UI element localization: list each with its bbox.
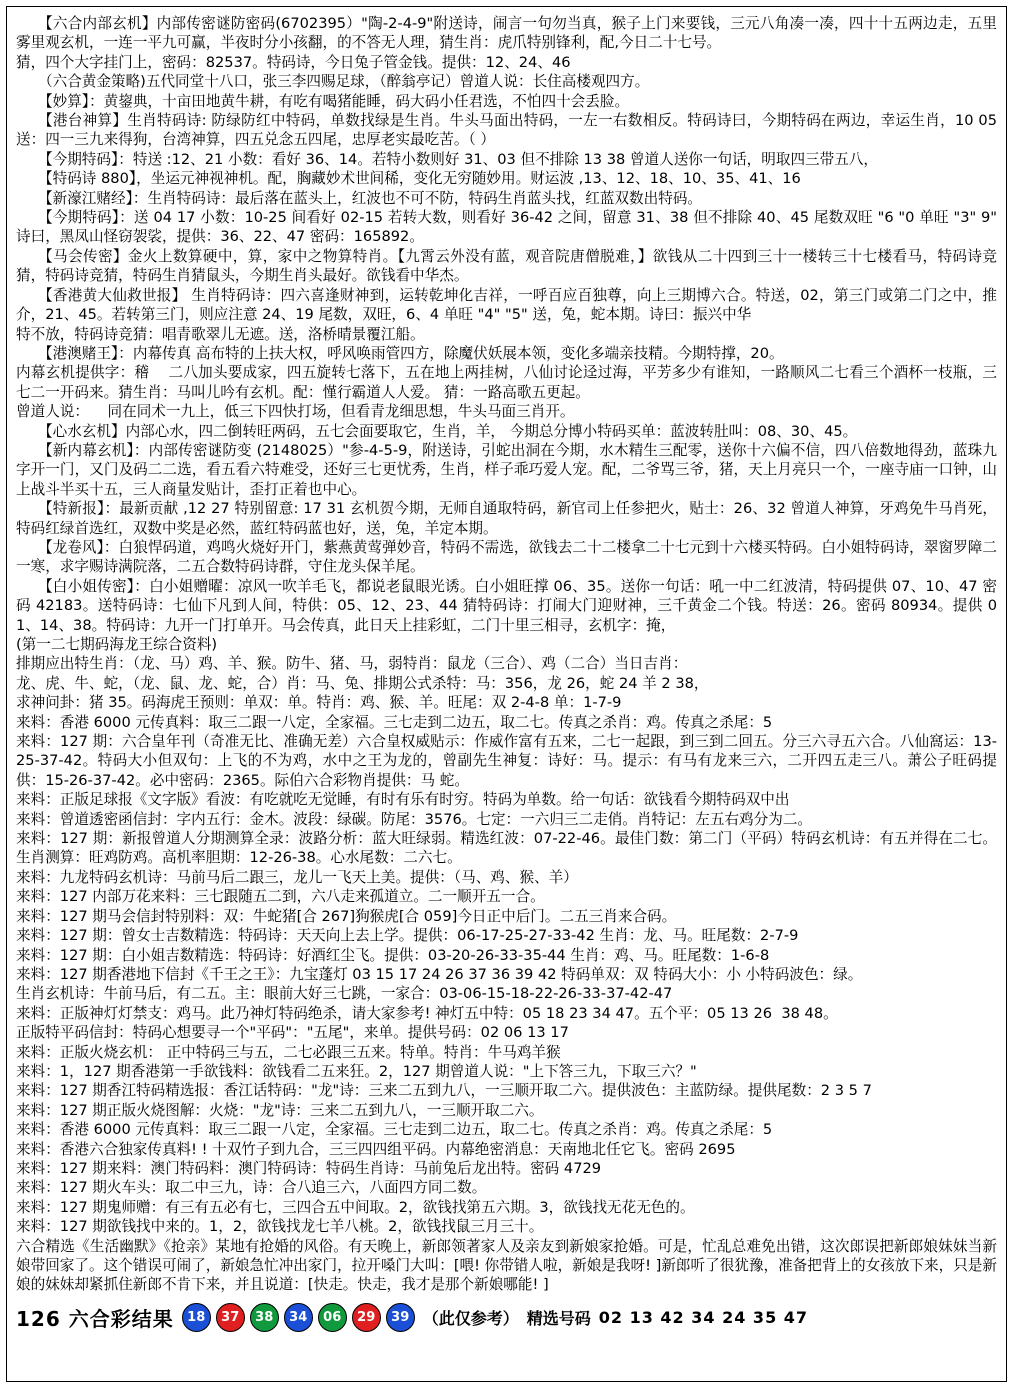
text-line: 来料：127 期欲钱找中来的。1，2，欲钱找龙七羊八桃。2，欲钱找鼠三月三十。 xyxy=(16,1218,544,1236)
text-line: (第一二七期码海龙王综合资料) xyxy=(16,636,218,653)
text-line: 【特码诗 880】，坐运元神视神机。配，胸藏妙术世间稀，变化无穷随妙用。财运波 ,13、12、18、10、35、41、16 xyxy=(38,170,801,188)
lottery-ball: 37 xyxy=(216,1303,245,1332)
selected-code-values: 02 13 42 34 24 35 47 xyxy=(598,1307,809,1327)
text-line: 【妙算】：黄鋆典，十亩田地黄牛耕，有吃有喝猪能睡，码大码小任君选，不怕四十会丢脸。 xyxy=(38,92,630,110)
text-line: 来料：曾道透密函信封：字内五行：金木。波段：绿碳。防尾：3576。七定：一六归三二走俏。肖特记：左五右鸡分为二。 xyxy=(16,810,813,828)
text-line: 来料：127 期正版火烧图解：火烧："龙"诗：三来二五到九八，一三顺开取二六。 xyxy=(16,1101,544,1119)
text-line: 生肖玄机诗：牛前马后，有二五。主：眼前大好三七跳，一家合：03-06-15-18-22-26-33-37-42-47 xyxy=(16,985,673,1003)
text-line: 曾道人说： 同在同术一九上，低三下四快打场，但看青龙细思想，牛头马面三肖开。 xyxy=(16,403,575,421)
text-line: 来料：香港 6000 元传真料：取三二跟一八定，全家福。三七走到二边五，取二七。传真之杀肖：鸡。传真之杀尾：5 xyxy=(16,1121,773,1139)
text-line: 猜，四个大字挂门上，密码：82537。特码诗，今日兔子管金钱。提供：12、24、46 xyxy=(16,53,571,71)
text-line: 【新濠江赌经】：生肖特码诗：最后落在蓝头上，红波也不可不防，特码生肖蓝头找，红蓝双数出特码。 xyxy=(38,189,703,207)
text-line: 来料：127 期：新报曾道人分期测算全录：波路分析：蓝大旺绿弱。精选红波：07-22-46。最佳门数：第二门（平码）特码玄机诗：有五并得在二七。生肖测算：旺鸡防鸡。高机率胆期：12-26-38。心水尾数：二六七。 xyxy=(16,830,997,867)
text-line: 内幕玄机提供字：稽 二八加头要成家，四五旋转七落下，五在地上两挂树，八仙讨论迳过海，平芳多少有谁知，一路顺风二七看三个酒杯一枝瓶，三七二一开码来。猜生肖：马叫儿吟有玄机。配：慬行霸道人人爱。 猜：一路高歌五更起。 xyxy=(16,364,997,401)
results-footer xyxy=(16,1303,997,1332)
lottery-ball: 18 xyxy=(182,1303,211,1332)
text-line: 龙、虎、牛、蛇，（龙、鼠、龙、蛇，合）肖：马、兔、排期公式杀特：马：356，龙 26，蛇 24 羊 2 38， xyxy=(16,674,709,692)
text-line: 来料：127 期火车头：取二中三九，诗：合八追三六，八面四方同二数。 xyxy=(16,1179,487,1197)
text-line: 【马会传密】金火上数算硬中，算，家中之物算特肖。【九霄云外没有蓝，观音院唐僧脱难，】欲钱从二十四到三十一楼转三十七楼看马，特码诗竞猜，特码诗竞猜，特码生肖猜鼠头，今期生肖头最好。欲钱看中华杰。 xyxy=(16,247,997,285)
text-line: 【香港黄大仙救世报】 生肖特码诗：四六喜逢财神到，运转乾坤化吉祥，一呼百应百独尊，向上三期博六合。特送，02，第三门或第二门之中，推介，21、45。若转第三门，则应注意 24、19 尾数，双旺，6、4 单旺 "4" "5" 送，兔，蛇本期。诗曰：振兴中华 xyxy=(16,286,997,324)
text-line: 来料：127 期：白小姐吉数精选：特码诗：好酒红尘飞。提供：03-20-26-33-35-44 生肖：鸡、马。旺尾数：1-6-8 xyxy=(16,946,770,964)
text-line: 【港台神算】生肖特码诗: 防绿防红中特码，单数找绿是生肖。牛头马面出特码，一左一右数相反。特码诗曰，今期特码在两边，幸运生肖，10 05 送：四一三九来得狗，台湾神算，四五兑念五四尾，忠厚老实最吃苦。（ ） xyxy=(16,112,1002,149)
text-line: 正版特平码信封：特码心想要寻一个"平码"："五尾"，来单。提供号码：02 06 13 17 xyxy=(16,1024,569,1042)
results-title: 126 六合彩结果 xyxy=(16,1306,174,1331)
text-line: 来料：正版足球报《文字版》看波：有吃就吃无觉睡，有时有乐有时穷。特码为单数。给一句话：欲钱看今期特码双中出 xyxy=(16,791,790,809)
lottery-ball: 38 xyxy=(250,1303,279,1332)
lottery-ball: 06 xyxy=(318,1303,347,1332)
document-body xyxy=(16,14,1002,1332)
text-line: 来料：九龙特码玄机诗：马前马后二跟三，龙儿一飞天上美。提供：（马、鸡、猴、羊） xyxy=(16,868,578,886)
text-line: 特不放，特码诗竞猜：唱青歌翠儿无遮。送，洛桥晴景覆江船。 xyxy=(16,325,425,343)
text-line: 来料：127 期鬼师赠：有三有五必有七，三四合五中间取。2，欲钱找第五六期。3，欲钱找无花无色的。 xyxy=(16,1198,695,1216)
text-line: 【白小姐传密】：白小姐赠曜：凉风一吹羊毛飞，都说老鼠眼光诱。白小姐旺撑 06、35。送你一句话：吼一中二红波清，特码提供 07、10、47 密码 42183。送特码诗：七仙下凡到人间，特供：05、12、23、44 猜特码诗：打闹大门迎财神，三千黄金二个钱。特送：26。密码 80934。提供 01、14、38。特码诗：九开一门打单开。马会传真，此日天上挂彩虹，二门十里三相寻，玄机字：掩， xyxy=(16,577,997,634)
text-line: 来料：香港六合独家传真料! ! 十双竹子到九合，三三四四组平码。内幕绝密消息：天南地北任它飞。密码 2695 xyxy=(16,1140,736,1158)
text-line: 【六合内部玄机】内部传密谜防密码(6702395）"陶-2-4-9"附送诗，闹言一句勿当真，猴子上门来要钱，三元八角凑一凑，四十十五两边走，五里雾里观玄机，一连一平九可赢，半夜时分小孩翻，的不答无人理，猜生肖：虎爪特别锋利，配,今日二十七号。 xyxy=(16,15,997,52)
text-line: 来料：127 期香江特码精选报：香江话特码："龙"诗：三来二五到九八，一三顺开取二六。提供波色：主蓝防绿。提供尾数：2 3 5 7 xyxy=(16,1082,872,1100)
text-line: 【特新报】：最新贡献 ,12 27 特别留意: 17 31 玄机贺今期，无师自通取特码，新官司上任参把火，贴士：26、32 曾道人神算，牙鸡免牛马肖死，特码红绿首选红，双数中奖是必然，蓝红特码蓝也好，送，兔，羊定本期。 xyxy=(16,500,997,537)
text-line: 来料：正版神灯灯禁支：鸡马。此乃神灯特码绝杀，请大家参考! 神灯五中特：05 18 23 34 47。五个平：05 13 26 38 48。 xyxy=(16,1004,838,1022)
text-line: （六合黄金策略)五代同堂十八口，张三李四赐足球，（醉翁亭记）曾道人说：长住高楼观四方。 xyxy=(38,73,650,91)
text-line: 求神问卦：猪 35。码海虎王预则：单双：单。特肖：鸡、猴、羊。旺尾：双 2-4-8 单：1-7-9 xyxy=(16,694,622,712)
text-line: 来料：127 期：六合皇年刊（奇准无比、准确无差）六合皇权威贴示：作威作富有五来，二七一起跟，到三到二回五。分三六寻五六合。八仙窩运：13-25-37-42。特码大小但双句：上飞的不为鸡，水中之王为龙的，曾副先生神复：诗好：马。提示：有马有龙来三六，二开四五走三八。萧公子旺码提供：15-26-37-42。必中密码：2365。际伯六合彩物肖提供：马 蛇。 xyxy=(16,733,997,789)
text-line: 来料：127 内部万花来料：三七跟随五二到，六八走来孤道立。二一顺开五一合。 xyxy=(16,888,545,906)
text-line: 来料：正版火烧玄机： 正中特码三与五，二七必跟三五来。特单。特肖：牛马鸡羊猴 xyxy=(16,1043,561,1061)
text-line: 六合精选《生活幽默》《抢亲》某地有抢婚的风俗。有天晚上，新郎领著家人及亲友到新娘家抢婚。可是，忙乱总难免出错，这次郎误把新郎娘妹妹当新娘带回家了。这个错误可闹了，新娘急忙冲出家门，拉开嗓门大叫：[喂! 你带错人啦，新娘是我呀! ]新郎听了很犹豫，准备把背上的女孩放下来，只是新娘的妹妹却紧抓住新郎不肯下来，并且说道：[快走。快走，我才是那个新娘哪能! ] xyxy=(16,1237,997,1294)
text-line: 【新内幕玄机】：内部传密谜防变 (2148025）"参-4-5-9，附送诗，引蛇出洞在今期，水木精生三配零，送你十六偏不信，四八倍数地得劲，蓝珠九字开一门，又门及码二二选，看五看六特难受，还好三七更忧秀，生肖，样子乖巧爱人宠。配，二爷骂三爷，猪，天上月亮只一个，一座寺庙一口钟，山上战斗半买十五，三人商量发贴计，歪打正着也中心。 xyxy=(16,441,997,498)
text-line: 【港澳赌王】：内幕传真 高布特的上扶大权，呼风唤雨管四方，除魔伏妖展本领，变化多端亲技精。今期特撑，20。 xyxy=(38,344,784,362)
lottery-ball: 34 xyxy=(284,1303,313,1332)
text-line: 来料：127 期来料：澳门特码料：澳门特码诗：特码生肖诗：马前兔后龙出特。密码 4729 xyxy=(16,1159,602,1177)
text-line: 【心水玄机】内部心水，四二倒转旺两码，五七会面要取它，生肖，羊， 今期总分博小特码买单：蓝波转肚叫：08、30、45。 xyxy=(38,422,858,440)
text-line: 来料：127 期马会信封特别料：双：牛蛇猪[合 267]狗猴虎[合 059]今日正中后门。二五三肖来合码。 xyxy=(16,907,677,925)
lottery-ball-special: 39 xyxy=(386,1303,415,1332)
text-line: 【龙卷风】：白狼悍码道，鸡鸣火烧好开门，紫燕黄莺弹妙音，特码不需选，欲钱去二十二楼拿二十七元到十六楼买特码。白小姐特码诗，翠窗罗障二一寒，求字赐诗满院落，二五合数特码诗群，守住龙头保羊尾。 xyxy=(16,538,997,576)
text-line: 来料：香港 6000 元传真料：取三二跟一八定，全家福。三七走到二边五，取二七。传真之杀肖：鸡。传真之杀尾：5 xyxy=(16,713,773,731)
text-line: 【今期特码】：送 04 17 小数：10-25 间看好 02-15 若转大数，则看好 36-42 之间，留意 31、38 但不排除 40、45 尾数双旺 "6 "0 单旺 "3" 9" 诗曰，黑凤山怪窃袈裟，提供：36、22、47 密码：165892。 xyxy=(16,209,1002,246)
lottery-ball: 29 xyxy=(352,1303,381,1332)
text-line: 来料：127 期香港地下信封《千王之王》：九宝蓬灯 03 15 17 24 26 37 36 39 42 特码单双：双 特码大小：小 小特码波色：绿。 xyxy=(16,965,863,983)
selected-code-label: 精选号码 xyxy=(526,1308,591,1328)
results-note: （此仅参考） xyxy=(422,1308,519,1328)
text-line: 来料：1，127 期香港第一手欲钱料：欲钱看二五来狂。2，127 期曾道人说："上下答三九，下取三六？" xyxy=(16,1062,697,1080)
winning-numbers xyxy=(182,1303,415,1332)
text-line: 排期应出特生肖：（龙、马）鸡、羊、猴。防牛、猪、马，弱特肖：鼠龙（三合）、鸡（二合）当日吉肖： xyxy=(16,655,688,673)
text-line: 来料：127 期：曾女士吉数精选：特码诗：天天向上去上学。提供：06-17-25-27-33-42 生肖：龙、马。旺尾数：2-7-9 xyxy=(16,927,799,945)
text-line: 【今期特码】：特送 :12、21 小数：看好 36、14。若特小数则好 31、03 但不排除 13 38 曾道人送你一句话，明取四三带五八， xyxy=(38,150,879,168)
